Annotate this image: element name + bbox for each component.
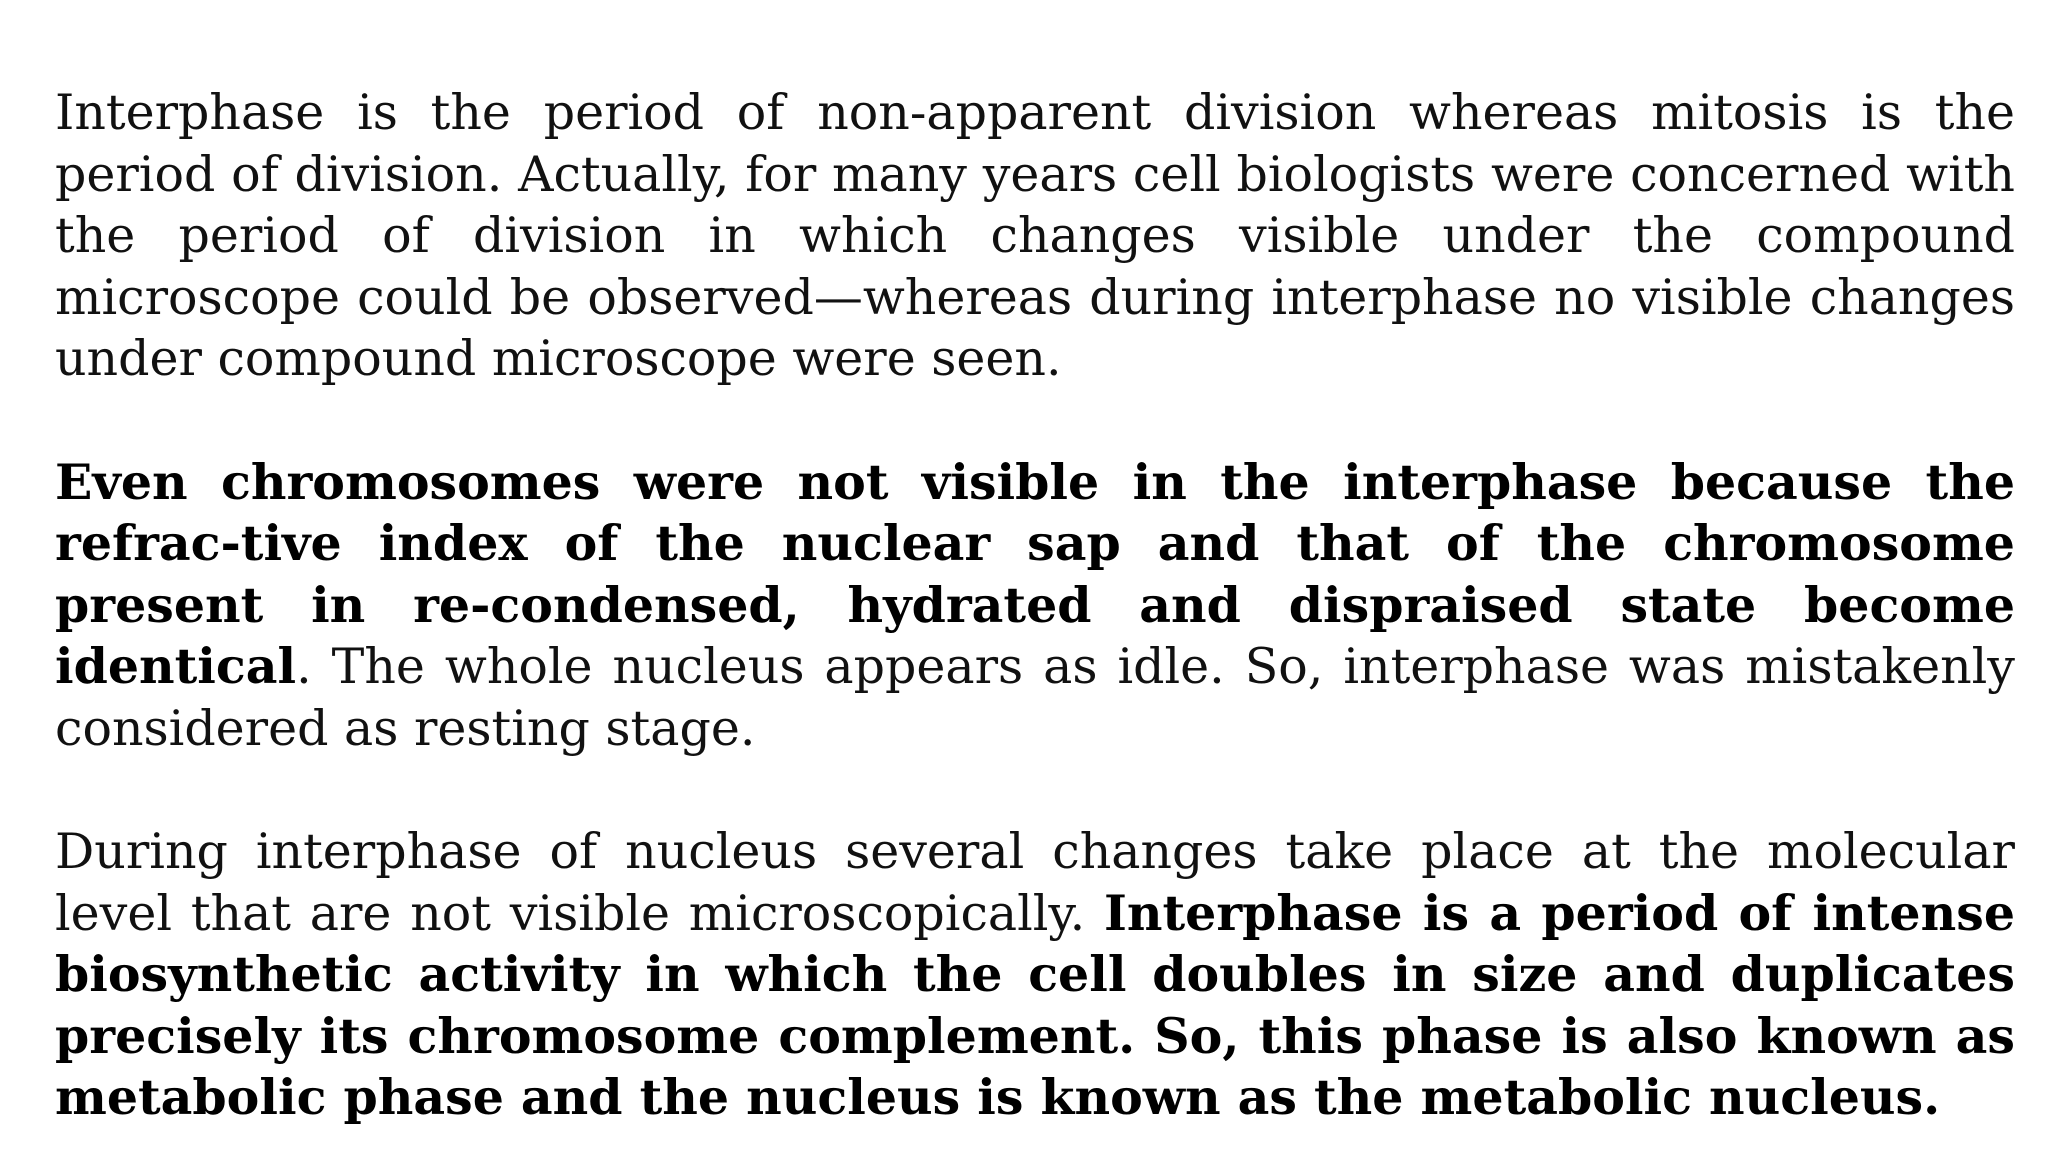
paragraph-interphase-definition: [55, 82, 2015, 390]
paragraph-text: . The whole nucleus appears as idle. So, interphase was mistakenly considered as resting stage.: [55, 638, 2015, 757]
paragraph-text: Interphase is the period of non-apparent division whereas mitosis is the period of division. Actually, for many years cell biologists were concerned with the period of division in which changes visible under the compound microscope could be observed—whereas during interphase no visible changes under compound microscope were seen.: [55, 84, 2015, 387]
paragraph-text: During interphase of nucleus several changes take place at the molecular level that are not visible microscopically.: [55, 823, 2015, 942]
paragraph-metabolic-phase: [55, 821, 2015, 1129]
paragraph-bold-text: Even chromosomes were not visible in the interphase because the refrac-tive index of the nuclear sap and that of the chromosome present in re-condensed, hydrated and dispraised state become identical: [55, 452, 2015, 695]
paragraph-chromosome-visibility: [55, 452, 2015, 760]
document-body: [55, 82, 2015, 1129]
paragraph-bold-text: Interphase is a period of intense biosynthetic activity in which the cell doubles in size and duplicates precisely its chromosome complement. So, this phase is also known as metabolic phase and the nucleus is known as the metabolic nucleus.: [55, 883, 2015, 1126]
